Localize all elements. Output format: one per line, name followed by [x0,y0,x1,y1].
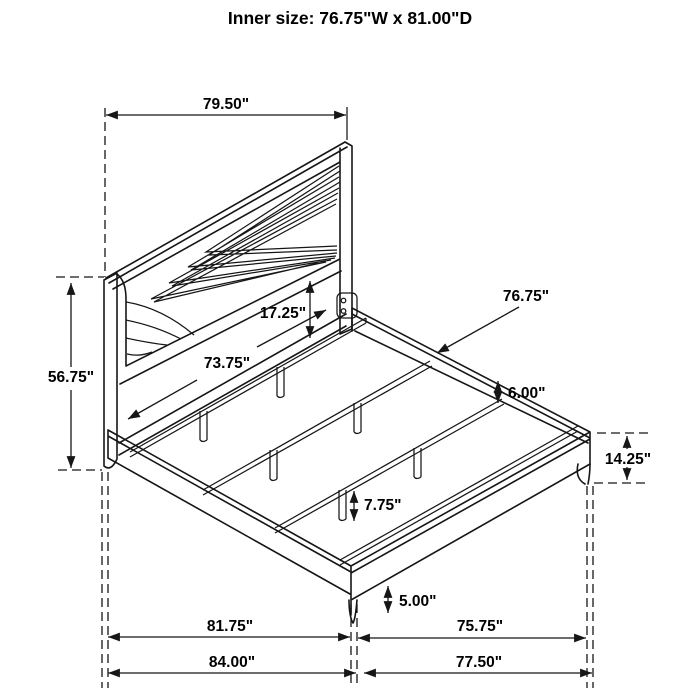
dim-label-width-overall: 77.50" [455,654,503,671]
dim-label-corner-height: 14.25" [604,451,652,468]
dim-label-slat-span: 73.75" [203,355,251,372]
dim-rail-ledge-offset [498,381,546,403]
dim-label-width-inner: 75.75" [456,618,504,635]
dim-front-rail-height [388,586,437,613]
bracket-hole [341,298,346,303]
dim-width-overall [364,654,592,673]
bed-drawing [104,142,590,623]
dim-panel-to-rail-gap [260,281,310,338]
dim-label-slat-leg-height: 7.75" [364,497,402,514]
dim-corner-height [605,436,651,480]
extension-lines-dashed [56,108,650,688]
dim-label-rail-ledge-offset: 6.00" [508,385,546,402]
frame-rails [108,308,590,600]
dim-label-depth-inner: 81.75" [206,618,254,635]
dim-label-headboard-height: 56.75" [47,369,95,386]
dim-label-depth-overall: 84.00" [208,654,256,671]
dim-inner-width [437,288,549,353]
dim-label-front-rail-height: 5.00" [399,593,437,610]
dim-label-panel-to-rail-gap: 17.25" [259,305,307,322]
dim-depth-inner [108,618,350,637]
bracket-hole [341,309,346,314]
dim-slat-leg-height [354,491,402,521]
slat-cross-rails [130,318,578,565]
dim-label-inner-width: 76.75" [502,288,550,305]
dim-label-headboard-width: 79.50" [202,96,250,113]
headboard-chevron-pattern [151,166,340,302]
dim-headboard-height [48,283,94,468]
headboard-seam-lines [126,302,194,355]
diagram-title: Inner size: 76.75"W x 81.00"D [227,8,473,28]
dim-depth-overall [108,654,356,673]
dim-width-inner [358,618,586,638]
corner-legs [349,464,590,623]
dim-headboard-width [106,96,346,115]
